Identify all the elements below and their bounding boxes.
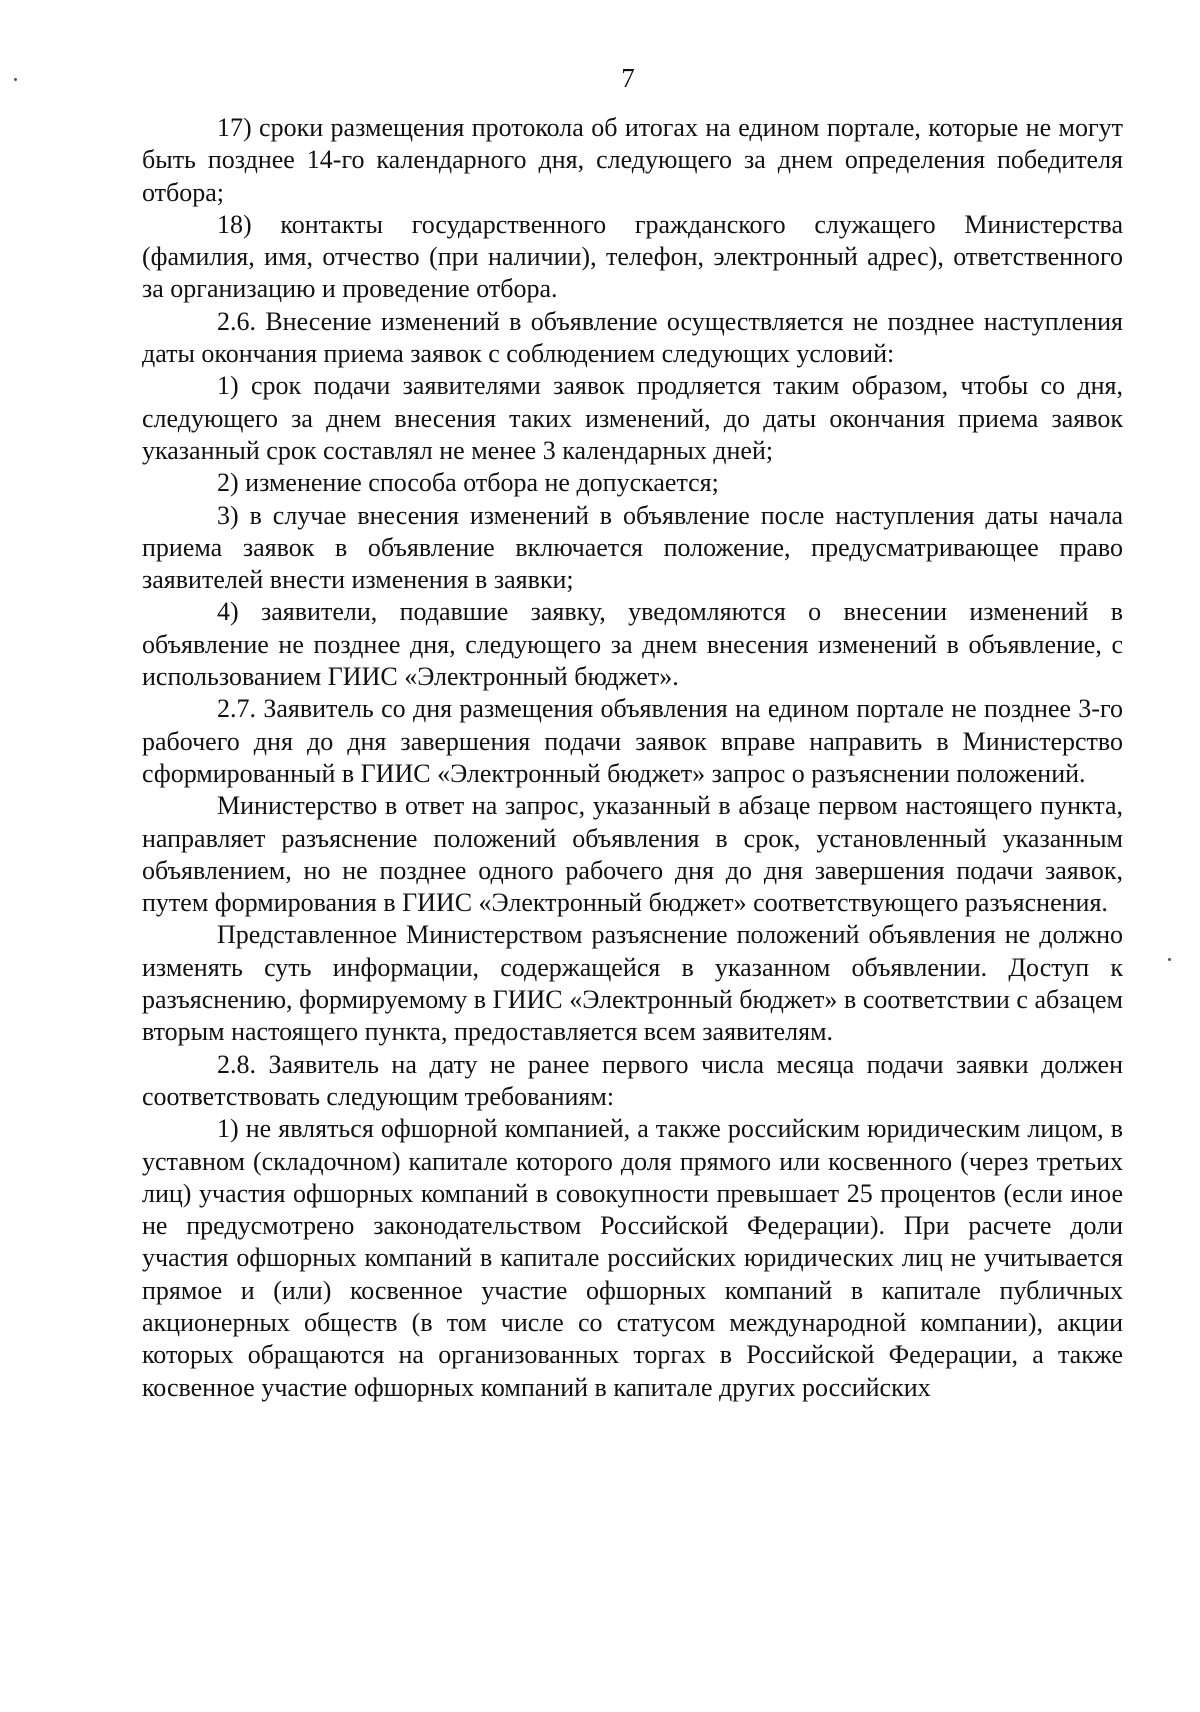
paragraph-2-6-item-3: 3) в случае внесения изменений в объявление после наступления даты начала приема заявок в объявление включается положение, предусматривающее право заявителей внести изменения в заявки;	[142, 500, 1123, 595]
paragraph-2-6-item-1: 1) срок подачи заявителями заявок продляется таким образом, чтобы со дня, следующего за днем внесения таких изменений, до даты окончания приема заявок указанный срок составлял не менее 3 календарных дней;	[142, 371, 1123, 465]
paragraph-2-6-item-2: 2) изменение способа отбора не допускается;	[217, 468, 719, 498]
paragraph-2-6: 2.6. Внесение изменений в объявление осуществляется не позднее наступления даты окончания приема заявок с соблюдением следующих условий:	[142, 306, 1123, 369]
scan-dust-mark	[1168, 958, 1171, 961]
paragraph-2-8: 2.8. Заявитель на дату не ранее первого числа месяца подачи заявки должен соответствовать следующим требованиям:	[142, 1049, 1123, 1111]
paragraph-2-8-item-1: 1) не являться офшорной компанией, а также российским юридическим лицом, в уставном (складочном) капитале которого доля прямого или косвенного (через третьих лиц) участия офшорных компаний в совокупности превышает 25 процентов (если иное не предусмотрено законодательством Российской Федерации). При расчете доли участия офшорных компаний в капитале российских юридических лиц не учитывается прямое и (или) косвенное участие офшорных компаний в капитале публичных акционерных обществ (в том числе со статусом международной компании), акции которых обращаются на организованных торгах в Российской Федерации, а также косвенное участие офшорных компаний в капитале других российских	[142, 1114, 1123, 1402]
page-number: 7	[621, 63, 635, 93]
paragraph-2-6-item-4: 4) заявители, подавшие заявку, уведомляются о внесении изменений в объявление не позднее дня, следующего за днем внесения изменений в объявление, с использованием ГИИС «Электронный бюджет».	[142, 597, 1123, 692]
paragraph-item-18: 18) контакты государственного гражданского служащего Министерства (фамилия, имя, отчество (при наличии), телефон, электронный адрес), ответственного за организацию и проведение отбора.	[142, 209, 1123, 304]
scan-dust-mark	[14, 78, 17, 81]
paragraph-2-7: 2.7. Заявитель со дня размещения объявления на едином портале не позднее 3-го рабочего дня до дня завершения подачи заявок вправе направить в Министерство сформированный в ГИИС «Электронный бюджет» запрос о разъяснении положений.	[142, 694, 1123, 788]
paragraph-2-7-ministry-response: Министерство в ответ на запрос, указанный в абзаце первом настоящего пункта, направляет разъяснение положений объявления в срок, установленный указанным объявлением, но не позднее одного рабочего дня до дня завершения подачи заявок, путем формирования в ГИИС «Электронный бюджет» соответствующего разъяснения.	[142, 791, 1123, 918]
paragraph-item-17: 17) сроки размещения протокола об итогах на едином портале, которые не могут быть позднее 14-го календарного дня, следующего за днем определения победителя отбора;	[142, 113, 1123, 207]
document-body	[142, 112, 1123, 1404]
paragraph-2-7-clarification-access: Представленное Министерством разъяснение положений объявления не должно изменять суть информации, содержащейся в указанном объявлении. Доступ к разъяснению, формируемому в ГИИС «Электронный бюджет» в соответствии с абзацем вторым настоящего пункта, предоставляется всем заявителям.	[142, 920, 1123, 1047]
